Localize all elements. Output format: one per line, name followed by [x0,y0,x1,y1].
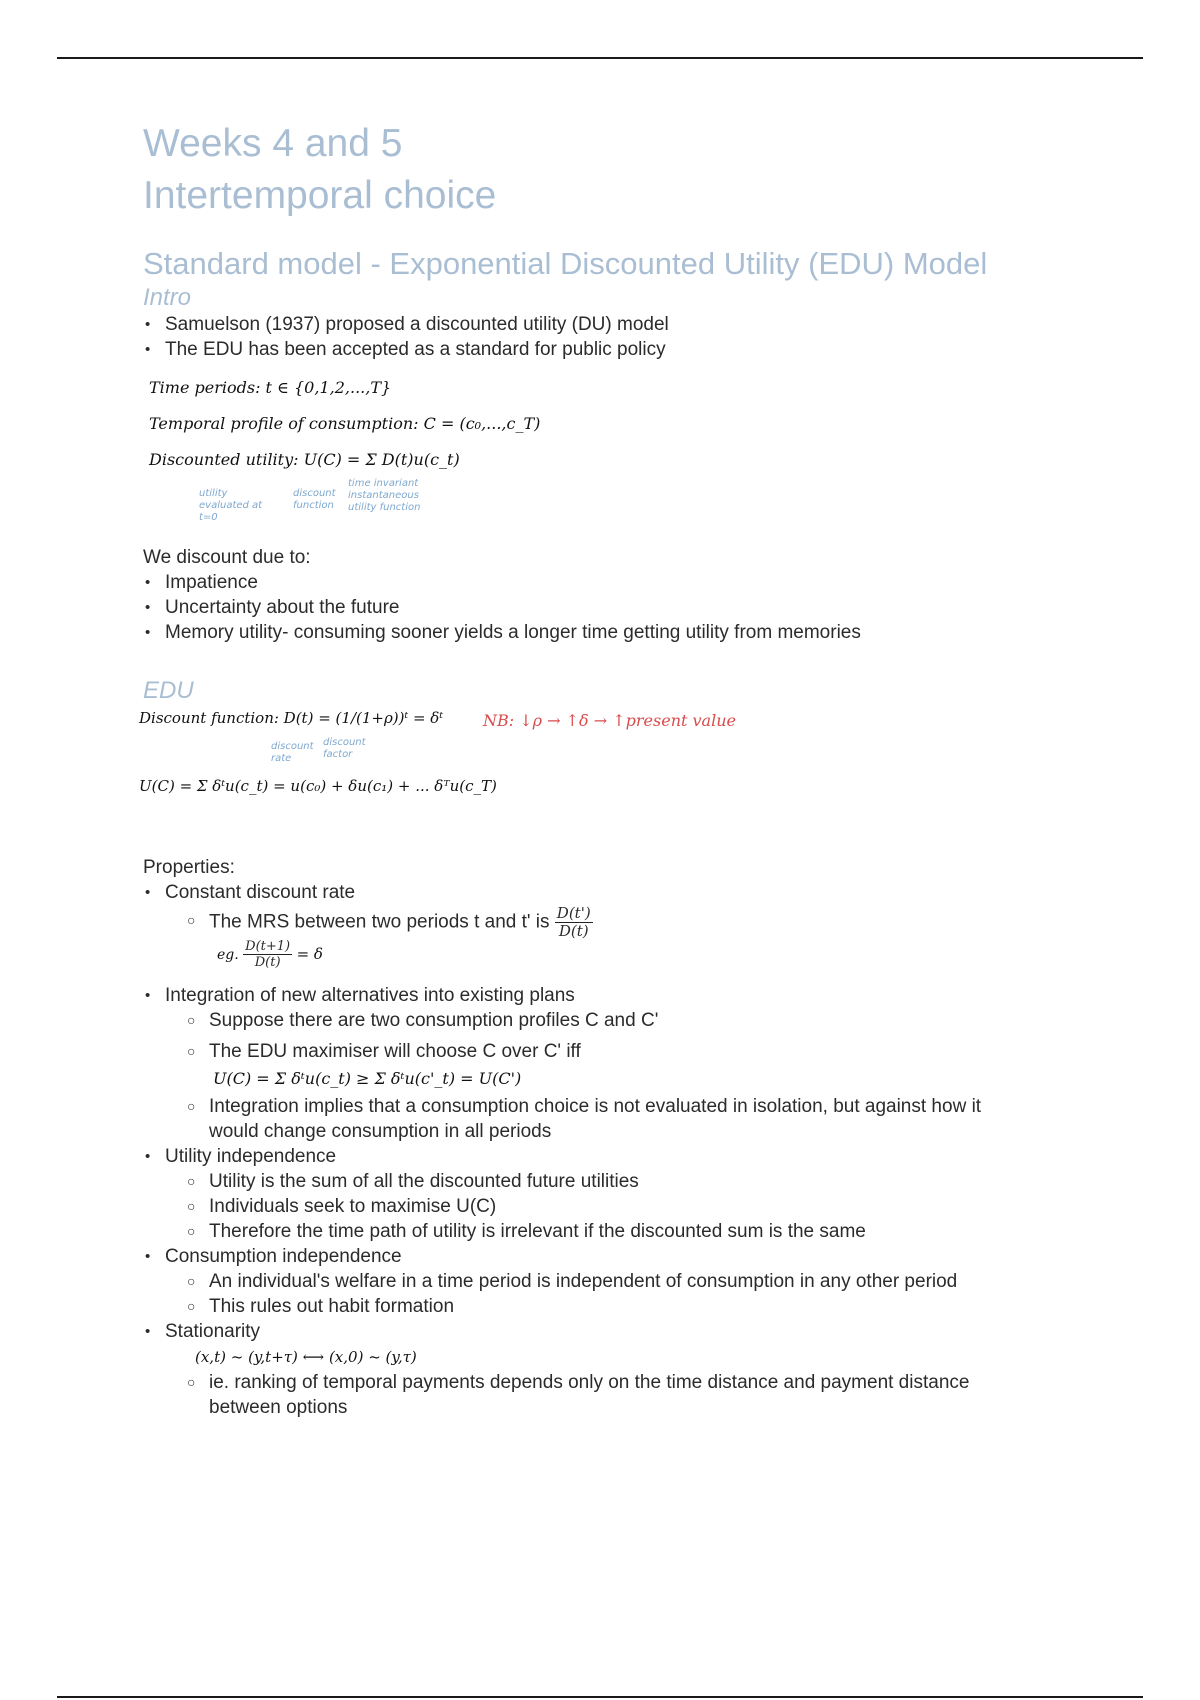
section-heading: Standard model - Exponential Discounted Utility (EDU) Model [143,246,988,281]
hw-annotation-rate: discount rate [271,741,314,764]
title-line-1: Weeks 4 and 5 [143,122,403,165]
eg-line [143,935,1143,977]
property-stationarity: • Stationarity [143,1319,1143,1344]
hw-utility-sum: U(C) = Σ δᵗu(c_t) = u(c₀) + δu(c₁) + ... δᵀu(c_T) [139,777,497,795]
utility-independence-sub: ○ Individuals seek to maximise U(C) [143,1194,1143,1219]
hw-annotation-utility: utility evaluated at t=0 [199,488,263,523]
hw-temporal-profile: Temporal profile of consumption: C = (c₀,...,c_T) [149,414,541,433]
hw-nb-note: NB: ↓ρ → ↑δ → ↑present value [483,711,736,730]
intro-bullet: • The EDU has been accepted as a standard for public policy [143,337,1143,362]
intro-heading: Intro [143,284,192,311]
integration-sub: ○ Suppose there are two consumption profiles C and C' [143,1008,1143,1033]
stationarity-sub-continued: between options [209,1397,348,1418]
reason-bullet: • Uncertainty about the future [143,595,1143,620]
hw-stationarity-formula: (x,t) ~ (y,t+τ) ⟷ (x,0) ~ (y,τ) [195,1348,417,1366]
mrs-text: The MRS between two periods t and t' is [209,911,550,933]
reason-bullet: • Impatience [143,570,1143,595]
hw-annotation-instant: time invariant instantaneous utility function [348,478,421,513]
eg-result: = δ [296,945,323,963]
property-integration: • Integration of new alternatives into existing plans [143,983,1143,1008]
properties-lead: Properties: [143,857,235,878]
mrs-denominator: D(t) [558,922,589,940]
mrs-numerator: D(t') [556,904,591,922]
page-title [143,118,1143,222]
property-utility-independence: • Utility independence [143,1144,1143,1169]
handwritten-edu-notes [139,705,1143,823]
hw-integration-formula: U(C) = Σ δᵗu(c_t) ≥ Σ δᵗu(c'_t) = U(C') [213,1069,522,1088]
hw-discount-function: Discount function: D(t) = (1/(1+ρ))ᵗ = δᵗ [139,709,444,727]
intro-bullet: • Samuelson (1937) proposed a discounted utility (DU) model [143,312,1143,337]
eg-fraction [243,939,292,970]
integration-sub: ○ The EDU maximiser will choose C over C' iff [143,1039,1143,1064]
hw-annotation-factor: discount factor [323,737,366,760]
hw-discounted-utility: Discounted utility: U(C) = Σ D(t)u(c_t) [149,450,460,469]
eg-denominator: D(t) [254,955,281,971]
hw-time-periods: Time periods: t ∈ {0,1,2,...,T} [149,378,392,397]
integration-sub-continued: would change consumption in all periods [209,1121,552,1142]
hw-annotation-discount: discount function [293,488,336,511]
edu-heading: EDU [143,677,194,704]
mrs-line [143,904,1143,940]
property-consumption-independence: • Consumption independence [143,1244,1143,1269]
reason-bullet: • Memory utility- consuming sooner yields a longer time getting utility from memories [143,620,1143,645]
stationarity-sub: ○ ie. ranking of temporal payments depends only on the time distance and payment distance [143,1370,1143,1395]
handwritten-du-notes [143,372,1143,537]
eg-numerator: D(t+1) [245,939,291,955]
eg-label: eg. [217,947,239,963]
utility-independence-sub: ○ Utility is the sum of all the discounted future utilities [143,1169,1143,1194]
consumption-independence-sub: ○ This rules out habit formation [143,1294,1143,1319]
mrs-fraction [555,905,593,940]
utility-independence-sub: ○ Therefore the time path of utility is irrelevant if the discounted sum is the same [143,1219,1143,1244]
top-rule [57,57,1143,59]
property-constant-rate: • Constant discount rate [143,880,1143,905]
integration-sub: ○ Integration implies that a consumption choice is not evaluated in isolation, but against how it [143,1094,1143,1119]
page-content [139,118,1143,1420]
bottom-rule [57,1696,1143,1698]
title-line-2: Intertemporal choice [143,174,497,217]
consumption-independence-sub: ○ An individual's welfare in a time period is independent of consumption in any other period [143,1269,1143,1294]
discount-reasons-lead: We discount due to: [143,547,311,568]
